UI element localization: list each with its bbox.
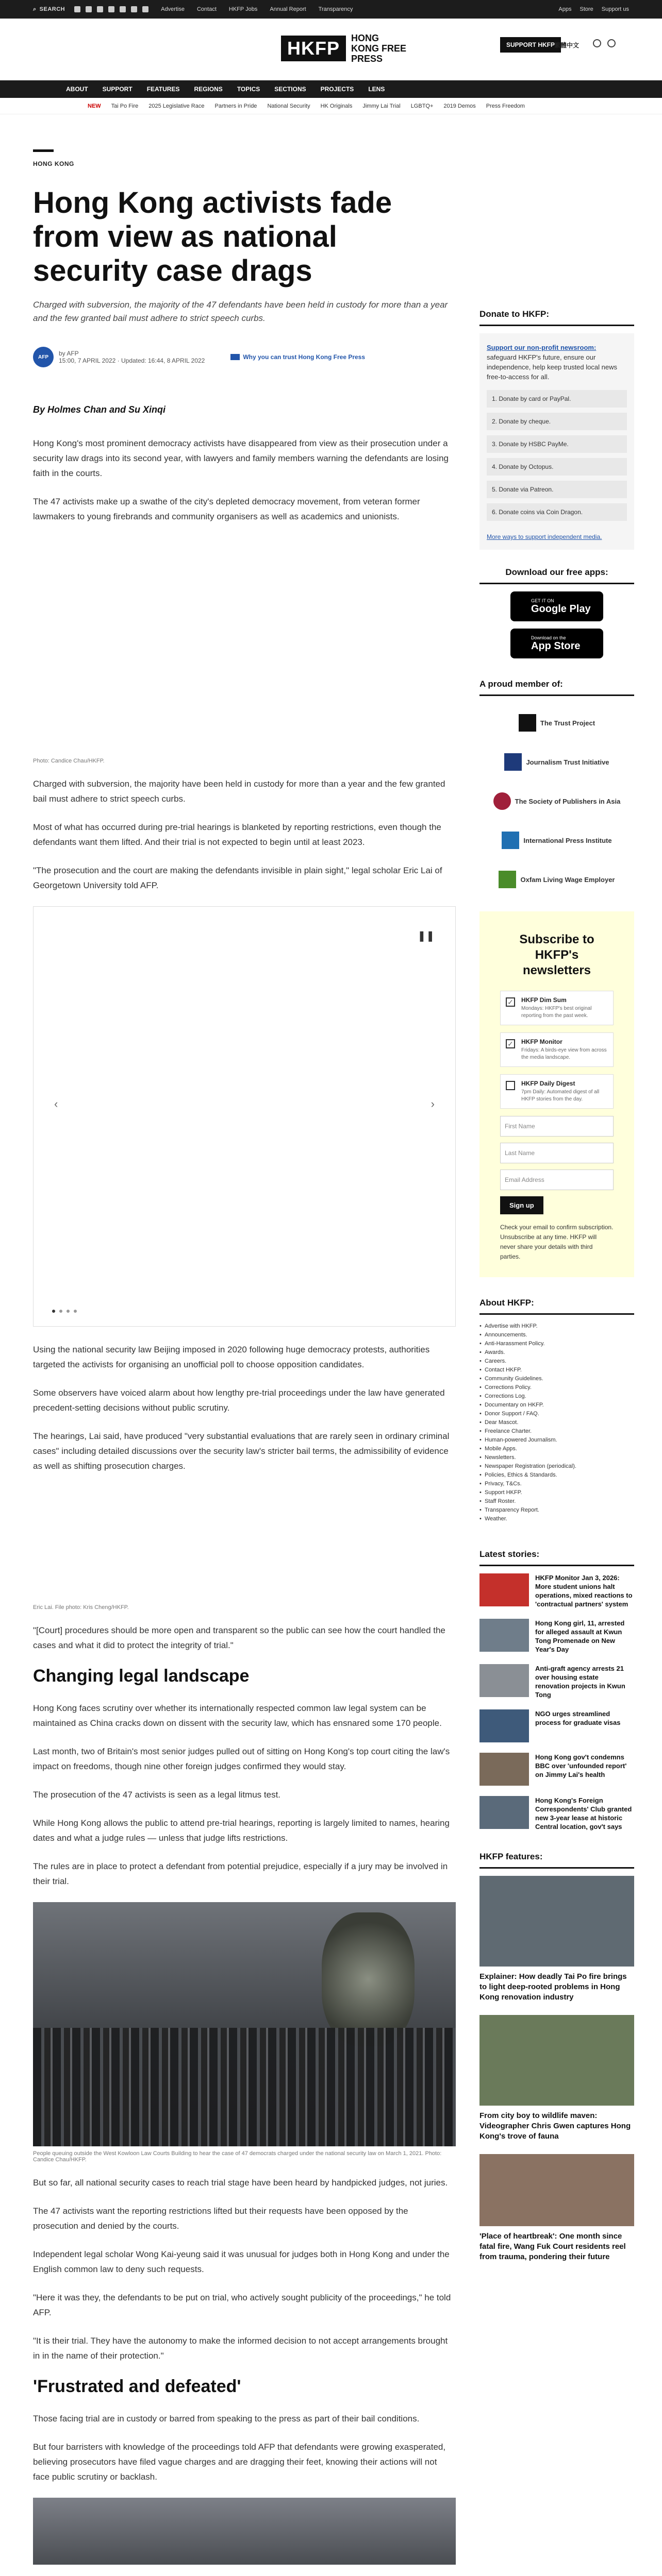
chevron-right-icon[interactable]: › xyxy=(431,1097,435,1110)
pause-icon[interactable]: ❚❚ xyxy=(417,930,435,942)
language-link[interactable]: 繁體中文 xyxy=(554,42,580,49)
trending-link[interactable]: HK Originals xyxy=(320,103,353,109)
paragraph: The rules are in place to protect a defendant from potential prejudice, especially if a jury may be involved in their trial. xyxy=(33,1861,448,1886)
chevron-left-icon[interactable]: ‹ xyxy=(54,1097,58,1110)
sopa-icon xyxy=(493,792,511,810)
about-link[interactable]: • Documentary on HKFP. xyxy=(479,1401,634,1410)
app-store-button[interactable]: Download on the App Store xyxy=(510,629,603,658)
topbar-link-store[interactable]: Store xyxy=(580,6,593,12)
features-heading: HKFP features: xyxy=(479,1852,634,1869)
gallery-dots xyxy=(52,1310,77,1313)
feature-story[interactable]: 'Place of heartbreak': One month since fatal fire, Wang Fuk Court residents reel from trauma, pondering their future xyxy=(479,2154,634,2262)
trending-link[interactable]: 2025 Legislative Race xyxy=(148,103,205,109)
newsletter-heading: Subscribe to HKFP's newsletters xyxy=(519,933,594,977)
dark-mode-icon[interactable] xyxy=(607,39,616,47)
email-icon[interactable] xyxy=(142,6,148,12)
about-links xyxy=(479,1322,634,1523)
signup-button[interactable]: Sign up xyxy=(500,1196,543,1214)
author-name[interactable]: by AFP xyxy=(59,350,79,357)
logo-text: HONG KONG FREE PRESS xyxy=(351,33,407,64)
topbar-link-advertise[interactable]: Advertise xyxy=(161,6,185,12)
member-logo[interactable]: Journalism Trust Initiative xyxy=(479,742,634,782)
latest-story[interactable]: Hong Kong's Foreign Correspondents' Club granted new 3-year lease at historic Central location, gov't says xyxy=(479,1796,634,1831)
newsletter-option[interactable]: ✓ HKFP Dim Sum Mondays: HKFP's best original reporting from the past week. xyxy=(500,991,614,1025)
checkbox-checked-icon[interactable]: ✓ xyxy=(506,1039,515,1048)
about-link[interactable]: • Newsletters. xyxy=(479,1453,634,1462)
email-input[interactable]: Email Address xyxy=(500,1170,614,1190)
gallery-dot[interactable] xyxy=(67,1310,70,1313)
court-queue-photo xyxy=(33,1902,456,2146)
paragraph: The hearings, Lai said, have produced "very substantial evaluations that are rarely seen in ordinary criminal cases" including detailed discussions over the security law's stricter bail terms, the admissibility of evidence as well as shifting prosecution charges. xyxy=(33,1431,450,1471)
topbar-link-annual-report[interactable]: Annual Report xyxy=(270,6,306,12)
member-logo[interactable]: The Trust Project xyxy=(479,703,634,742)
image-caption: Photo: Candice Chau/HKFP. xyxy=(33,758,105,764)
article-meta xyxy=(33,347,456,367)
section-heading: Changing legal landscape xyxy=(33,1666,250,1686)
donate-option[interactable]: 3. Donate by HSBC PayMe. xyxy=(487,435,627,453)
latest-story[interactable]: HKFP Monitor Jan 3, 2026: More student unions halt operations, mixed reactions to 'contractual partners' system xyxy=(479,1573,634,1608)
photo-tree xyxy=(322,1912,415,2046)
trust-project-icon xyxy=(519,714,536,732)
donate-heading: Donate to HKFP: xyxy=(479,309,634,326)
last-name-input[interactable]: Last Name xyxy=(500,1143,614,1163)
about-link[interactable]: • Privacy, T&Cs. xyxy=(479,1480,634,1488)
newsletter-note: Check your email to confirm subscription. Unsubscribe at any time. HKFP will never share your details with third parties. xyxy=(500,1224,614,1260)
article xyxy=(33,149,456,2565)
about-link[interactable]: • Policies, Ethics & Standards. xyxy=(479,1471,634,1480)
author-avatar: AFP xyxy=(33,347,54,367)
about-link[interactable]: • Contact HKFP. xyxy=(479,1366,634,1375)
about-link[interactable]: • Awards. xyxy=(479,1348,634,1357)
trending-link[interactable]: LGBTQ+ xyxy=(410,103,434,109)
main-nav xyxy=(0,80,662,98)
feature-image xyxy=(479,1876,634,1967)
about-link[interactable]: • Freelance Charter. xyxy=(479,1427,634,1436)
donate-box xyxy=(479,333,634,550)
image-gallery xyxy=(33,906,456,1327)
checkbox-checked-icon[interactable]: ✓ xyxy=(506,997,515,1007)
trending-link[interactable]: Tai Po Fire xyxy=(111,103,139,109)
story-thumbnail xyxy=(479,1796,529,1829)
members-heading: A proud member of: xyxy=(479,679,634,696)
donate-option[interactable]: 2. Donate by cheque. xyxy=(487,413,627,430)
about-link[interactable]: • Community Guidelines. xyxy=(479,1375,634,1383)
about-link[interactable]: • Corrections Policy. xyxy=(479,1383,634,1392)
member-logo[interactable]: Oxfam Living Wage Employer xyxy=(479,860,634,899)
topbar-link-transparency[interactable]: Transparency xyxy=(318,6,353,12)
social-links xyxy=(74,6,148,12)
byline: By Holmes Chan and Su Xinqi xyxy=(33,404,166,415)
search-icon: ⌕ xyxy=(33,6,37,12)
story-thumbnail xyxy=(479,1709,529,1742)
donate-option[interactable]: 1. Donate by card or PayPal. xyxy=(487,390,627,408)
search-button[interactable]: ⌕ SEARCH xyxy=(33,6,65,12)
feature-story[interactable]: Explainer: How deadly Tai Po fire brings to light deep-rooted problems in Hong Kong renovation industry xyxy=(479,1876,634,2003)
latest-story[interactable]: Anti-graft agency arrests 21 over housing estate renovation projects in Kwun Tong xyxy=(479,1664,634,1699)
about-link[interactable]: • Anti-Harassment Policy. xyxy=(479,1340,634,1348)
trust-link[interactable]: Why you can trust Hong Kong Free Press xyxy=(230,353,365,361)
paragraph: "The prosecution and the court are making the defendants invisible in plain sight," legal scholar Eric Lai of Georgetown University told AFP. xyxy=(33,866,442,890)
nav-regions[interactable]: REGIONS xyxy=(194,86,223,93)
paragraph: The 47 activists make up a swathe of the city's depleted democracy movement, from veteran former lawmakers to young firebrands and community organisers as well as academics and unionists. xyxy=(33,497,420,521)
about-heading: About HKFP: xyxy=(479,1298,634,1315)
gallery-dot[interactable] xyxy=(59,1310,62,1313)
account-icon[interactable] xyxy=(593,39,601,47)
about-link[interactable]: • Human-powered Journalism. xyxy=(479,1436,634,1445)
article-image xyxy=(33,1487,456,1600)
latest-heading: Latest stories: xyxy=(479,1549,634,1566)
about-link[interactable]: • Dear Mascot. xyxy=(479,1418,634,1427)
donate-option[interactable]: 6. Donate coins via Coin Dragon. xyxy=(487,503,627,521)
paragraph: But so far, all national security cases to reach trial stage have been heard by handpicked judges, not juries. xyxy=(33,2178,448,2188)
nav-sections[interactable]: SECTIONS xyxy=(274,86,306,93)
about-link[interactable]: • Staff Roster. xyxy=(479,1497,634,1506)
about-link[interactable]: • Weather. xyxy=(479,1515,634,1523)
trending-link[interactable]: Jimmy Lai Trial xyxy=(362,103,401,109)
paragraph: The 47 activists want the reporting restrictions lifted but their requests have been opposed by the prosecution and denied by the courts. xyxy=(33,2206,408,2231)
site-logo[interactable] xyxy=(281,33,408,64)
article-title: Hong Kong activists fade from view as national security case drags xyxy=(33,186,392,287)
latest-story[interactable]: Hong Kong gov't condemns BBC over 'unfounded report' on Jimmy Lai's health xyxy=(479,1753,634,1786)
apps-heading: Download our free apps: xyxy=(479,567,634,584)
paragraph: "[Court] procedures should be more open and transparent so the public can see how the court handled the cases and what it did to protect the integrity of trial." xyxy=(33,1625,445,1650)
trending-link[interactable]: Press Freedom xyxy=(486,103,525,109)
feature-story[interactable]: From city boy to wildlife maven: Videographer Chris Gwen captures Hong Kong's trove of fauna xyxy=(479,2015,634,2142)
new-badge: NEW xyxy=(88,103,101,109)
paragraph: But four barristers with knowledge of the proceedings told AFP that defendants were growing exasperated, believing prosecutors have filed vague charges and are dragging their feet, knowing their actions will not face public scrutiny or backlash. xyxy=(33,2442,446,2482)
about-link[interactable]: • Transparency Report. xyxy=(479,1506,634,1515)
nav-projects[interactable]: PROJECTS xyxy=(320,86,354,93)
gallery-dot[interactable] xyxy=(74,1310,77,1313)
topbar-link-apps[interactable]: Apps xyxy=(558,6,572,12)
trending-nav xyxy=(0,98,662,114)
about-link[interactable]: • Advertise with HKFP. xyxy=(479,1322,634,1331)
paragraph: "It is their trial. They have the autonomy to make the informed decision to not accept arrangements brought in in the name of their protection." xyxy=(33,2336,448,2361)
paragraph: Hong Kong's most prominent democracy activists have disappeared from view as their prosecution under a security law drags into its second year, with lawyers and family members warning the defendants are losing faith in the courts. xyxy=(33,438,449,478)
google-play-button[interactable]: GET IT ON Google Play xyxy=(510,591,603,621)
photo-crowd xyxy=(33,2028,456,2146)
member-logo[interactable]: International Press Institute xyxy=(479,821,634,860)
paragraph: While Hong Kong allows the public to attend pre-trial hearings, reporting is largely limited to names, hearing dates and what a judge rules — unless that judge lifts restrictions. xyxy=(33,1818,450,1843)
trending-link[interactable]: 2019 Demos xyxy=(443,103,476,109)
facebook-icon[interactable] xyxy=(74,6,80,12)
paragraph: Hong Kong faces scrutiny over whether its internationally respected common law legal system can be maintained as China cracks down on dissent with the security law, which has ensnared some 170 people. xyxy=(33,1703,442,1728)
logo-mark: HKFP xyxy=(281,36,346,61)
article-image xyxy=(33,2498,456,2565)
latest-story[interactable]: NGO urges streamlined process for graduate visas xyxy=(479,1709,634,1742)
instagram-icon[interactable] xyxy=(97,6,103,12)
gallery-dot[interactable] xyxy=(52,1310,55,1313)
nav-topics[interactable]: TOPICS xyxy=(237,86,260,93)
feature-image xyxy=(479,2015,634,2106)
paragraph: The prosecution of the 47 activists is seen as a legal litmus test. xyxy=(33,1790,281,1800)
story-thumbnail xyxy=(479,1573,529,1606)
site-header xyxy=(0,19,662,80)
newsletter-option[interactable]: HKFP Daily Digest 7pm Daily: Automated digest of all HKFP stories from the day. xyxy=(500,1074,614,1109)
paragraph: Last month, two of Britain's most senior judges pulled out of sitting on Hong Kong's top court citing the law's impact on freedoms, though nine other foreign judges confirmed they would stay. xyxy=(33,1747,450,1771)
paragraph: "Here it was they, the defendants to be put on trial, who actively sought publicity of the proceedings," he told AFP. xyxy=(33,2293,451,2317)
sidebar xyxy=(479,309,634,2275)
about-link[interactable]: • Support HKFP. xyxy=(479,1488,634,1497)
telegram-icon[interactable] xyxy=(120,6,126,12)
paragraph: Most of what has occurred during pre-trial hearings is blanketed by reporting restrictions, even though the defendants want them lifted. And their trial is not expected to begin until at least 2023. xyxy=(33,822,441,847)
feature-image xyxy=(479,2154,634,2226)
title-rule xyxy=(33,149,54,152)
story-thumbnail xyxy=(479,1753,529,1786)
youtube-icon[interactable] xyxy=(131,6,137,12)
jti-icon xyxy=(504,753,522,771)
story-thumbnail xyxy=(479,1619,529,1652)
paragraph: Using the national security law Beijing imposed in 2020 following huge democracy protests, authorities targeted the activists for organising an unofficial poll to choose opposition candidates. xyxy=(33,1345,430,1369)
ipi-icon xyxy=(502,832,519,849)
about-link[interactable]: • Donor Support / FAQ. xyxy=(479,1410,634,1418)
oxfam-icon xyxy=(499,871,516,888)
paragraph: Charged with subversion, the majority have been held in custody for more than a year and the few granted bail must adhere to strict speech curbs. xyxy=(33,779,445,804)
paragraph: Some observers have voiced alarm about how lengthy pre-trial proceedings under the law have generated precedent-setting decisions without public scrutiny. xyxy=(33,1388,445,1413)
support-hkfp-button[interactable]: SUPPORT HKFP xyxy=(500,37,561,53)
trending-link[interactable]: National Security xyxy=(267,103,310,109)
member-logo[interactable]: The Society of Publishers in Asia xyxy=(479,782,634,821)
nav-features[interactable]: FEATURES xyxy=(146,86,180,93)
about-link[interactable]: • Corrections Log. xyxy=(479,1392,634,1401)
twitter-icon[interactable] xyxy=(86,6,92,12)
nav-about[interactable]: ABOUT xyxy=(66,86,88,93)
trending-link[interactable]: Partners in Pride xyxy=(214,103,257,109)
first-name-input[interactable]: First Name xyxy=(500,1116,614,1137)
donate-option[interactable]: 5. Donate via Patreon. xyxy=(487,481,627,498)
donate-intro: safeguard HKFP's future, ensure our independence, help keep trusted local news free-to-access for all. xyxy=(487,353,617,381)
nav-support[interactable]: SUPPORT xyxy=(102,86,133,93)
top-bar xyxy=(0,0,662,19)
topbar-link-support[interactable]: Support us xyxy=(601,6,629,12)
story-thumbnail xyxy=(479,1664,529,1697)
image-caption: Eric Lai. File photo: Kris Cheng/HKFP. xyxy=(33,1604,129,1611)
article-category[interactable]: HONG KONG xyxy=(33,160,74,167)
topbar-link-jobs[interactable]: HKFP Jobs xyxy=(228,6,258,12)
nav-lens[interactable]: LENS xyxy=(368,86,385,93)
about-link[interactable]: • Mobile Apps. xyxy=(479,1445,634,1453)
checkbox-icon[interactable] xyxy=(506,1081,515,1090)
newsletter-box xyxy=(479,911,634,1277)
publish-date: 15:00, 7 APRIL 2022 · Updated: 16:44, 8 APRIL 2022 xyxy=(59,357,205,364)
paragraph: Those facing trial are in custody or barred from speaking to the press as part of their bail conditions. xyxy=(33,2414,420,2424)
trust-icon xyxy=(230,354,240,360)
more-ways-link[interactable]: More ways to support independent media. xyxy=(487,533,602,540)
latest-story[interactable]: Hong Kong girl, 11, arrested for alleged assault at Kwun Tong Promenade on New Year's Day xyxy=(479,1619,634,1654)
about-link[interactable]: • Careers. xyxy=(479,1357,634,1366)
donate-option[interactable]: 4. Donate by Octopus. xyxy=(487,458,627,476)
about-link[interactable]: • Newspaper Registration (periodical). xyxy=(479,1462,634,1471)
newsletter-option[interactable]: ✓ HKFP Monitor Fridays: A birds-eye view from across the media landscape. xyxy=(500,1032,614,1067)
donate-intro-link[interactable]: Support our non-profit newsroom: xyxy=(487,344,597,351)
article-image xyxy=(33,537,456,754)
threads-icon[interactable] xyxy=(108,6,114,12)
about-link[interactable]: • Announcements. xyxy=(479,1331,634,1340)
article-lede: Charged with subversion, the majority of the 47 defendants have been held in custody for more than a year and the few granted bail must adhere to strict speech curbs. xyxy=(33,300,448,323)
topbar-link-contact[interactable]: Contact xyxy=(196,6,217,12)
image-caption: People queuing outside the West Kowloon Law Courts Building to hear the case of 47 democrats charged under the national security law on March 1, 2021. Photo: Candice Chau/HKFP. xyxy=(33,2150,442,2163)
section-heading: 'Frustrated and defeated' xyxy=(33,2377,241,2396)
paragraph: Independent legal scholar Wong Kai-yeung said it was unusual for judges both in Hong Kong and under the English common law to deny such requests. xyxy=(33,2249,450,2274)
